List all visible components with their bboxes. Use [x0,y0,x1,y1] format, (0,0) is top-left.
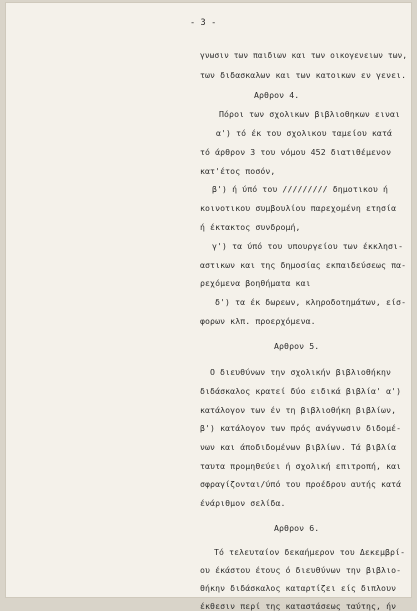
text-line: κοινοτικου συμβουλίου παρεχομένη ετησία [200,203,397,213]
article-heading: Αρθρον 5. [274,341,320,351]
text-line: α') τό έκ του σχολικου ταμείου κατά [216,128,393,138]
text-line: Ο διευθύνων την σχολικήν βιβλιοθήκην [210,367,392,377]
text-line: σφραγίζονται/ύπό του προέδρου αυτής κατά [200,479,402,489]
text-line: φορων κλπ. προερχόμενα. [200,316,316,326]
document-page [6,3,411,611]
text-line: των διδασκαλων και των κατοικων εν γενει. [200,70,407,80]
text-line: Τό τελευταίον δεκαήμερον του Δεκεμβρί- [214,547,406,557]
text-line: Πόροι των σχολικων βιβλιοθηκων ειναι [219,109,401,119]
text-line: νων και άποδιδομένων βιβλίων. Τά βιβλία [200,442,397,452]
text-line: ένάριθμον σελίδα. [200,498,286,508]
text-line: ή έκτακτος συνδρομή, [200,222,301,232]
text-line: δ') τα έκ δωρεων, κληροδοτημάτων, είσ- [215,297,407,307]
article-heading: Αρθρον 4. [254,90,300,100]
text-line: β') ή ύπό του ///////// δημοτικου ή [212,184,389,194]
text-line: ρεχόμενα βοηθήματα και [200,278,311,288]
text-line: διδάσκαλος κρατεί δύο ειδικά βιβλία' α') [200,386,402,396]
text-line: τό άρθρον 3 του νόμου 452 διατιθέμενον [200,147,392,157]
text-line: γνωσιν των παιδιων και των οικογενειων των, [200,50,408,60]
text-line: γ') τα ύπό του υπουργείου των έκκλησι- [212,241,404,251]
text-line: β') κατάλογον των πρός ανάγνωσιν διδομέ- [200,423,402,433]
text-line: θήκην διδάσκαλος καταρτίζει είς διπλουν [200,583,397,593]
text-line: αστικων και της δημοσίας εκπαιδεύσεως πα- [200,260,407,270]
article-heading: Αρθρον 6. [274,523,320,533]
text-line: κατάλογον των έν τη βιβλιοθήκη βιβλίων, [200,405,397,415]
text-line: έκθεσιν περί της καταστάσεως ταύτης, ήν [200,601,397,611]
text-line: κατ'έτος ποσόν, [200,166,276,176]
text-line: ταυτα προμηθεύει ή σχολική επιτροπή, και [200,461,402,471]
text-line: ου έκάστου έτους ό διευθύνων την βιβλιο- [200,565,402,575]
page-number: - 3 - [190,18,217,28]
